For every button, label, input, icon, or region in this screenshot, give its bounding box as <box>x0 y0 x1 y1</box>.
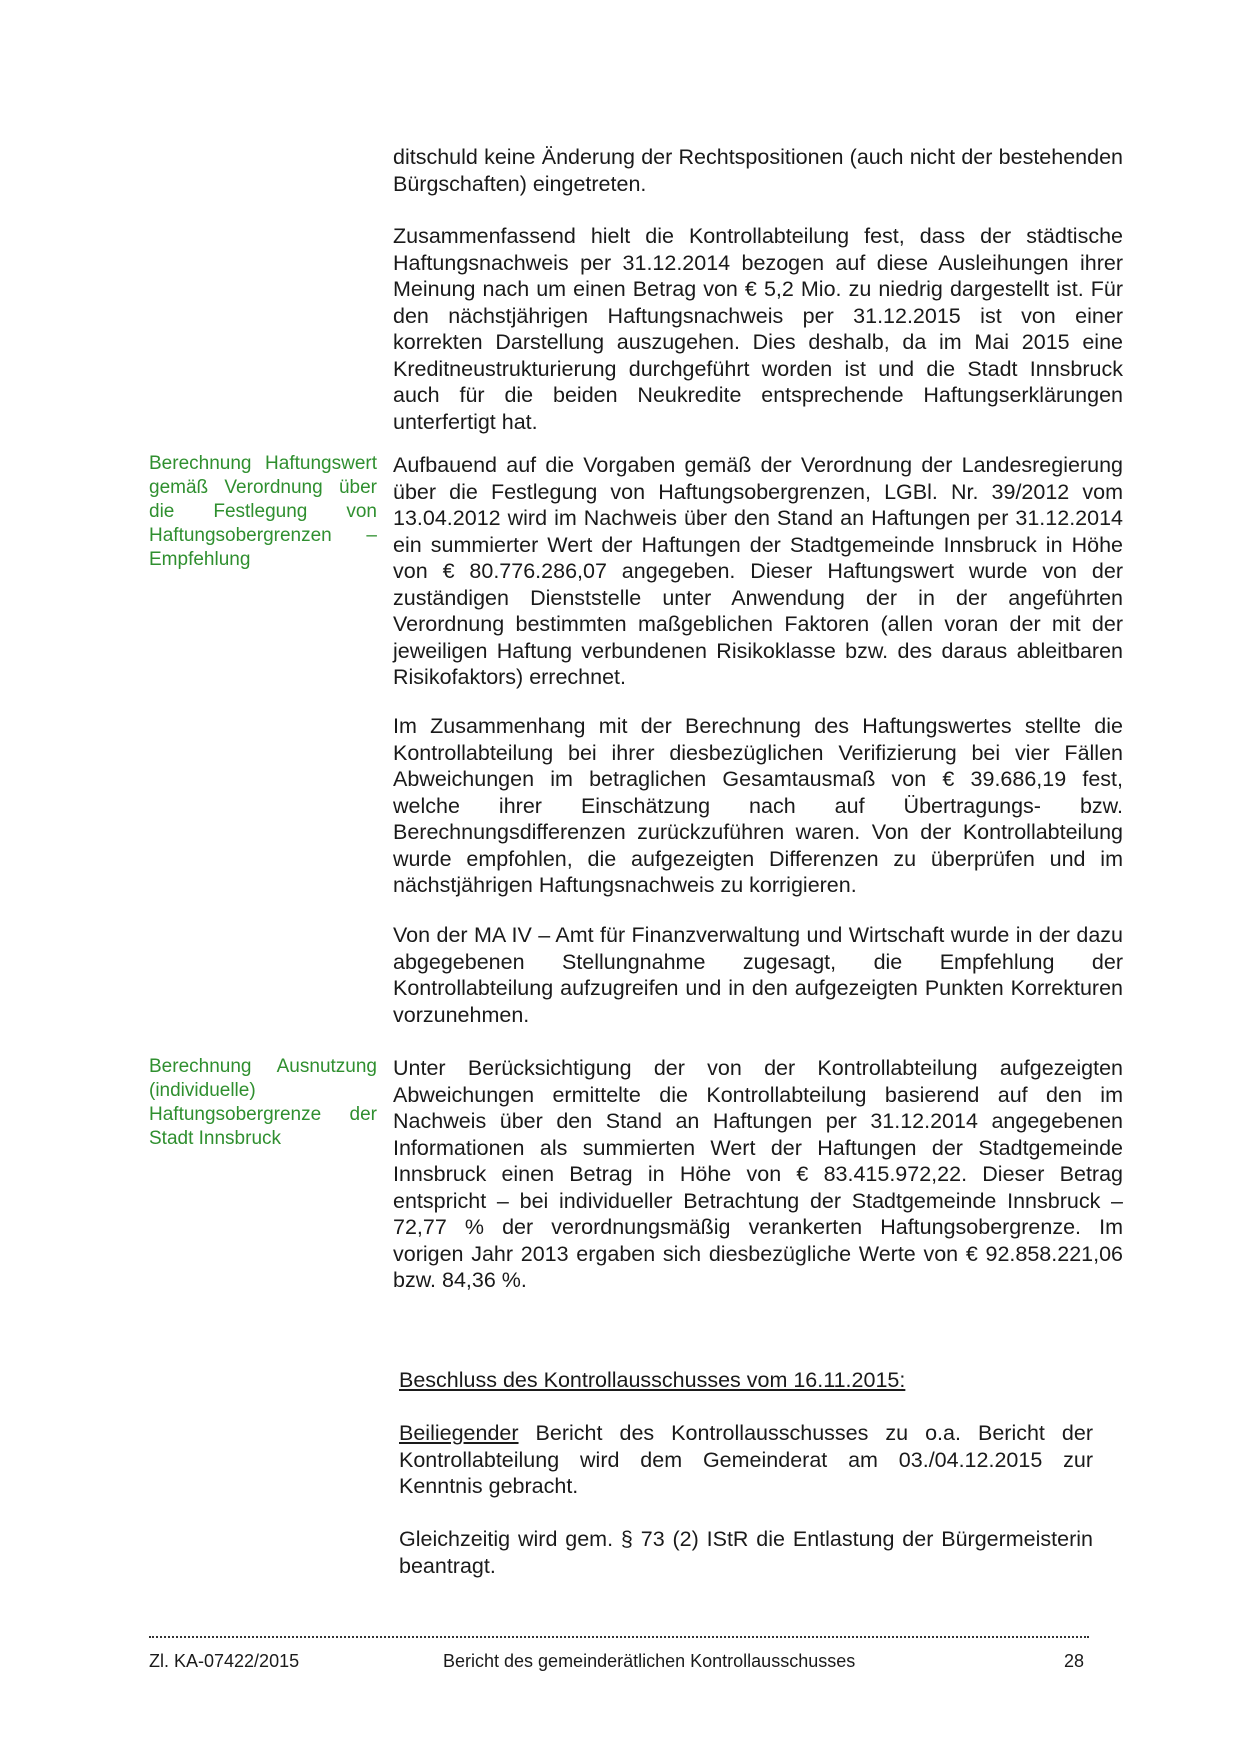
paragraph-ausnutzung: Unter Berücksichtigung der von der Kontrollabteilung aufgezeigten Abweichungen ermittelte die Kontrollabteilung basierend auf den im Nachweis über den Stand an Haftungen per 31.12.2014 angegebenen Informationen als summierten Wert der Haftungen der Stadtgemeinde Innsbruck einen Betrag in Höhe von € 83.415.972,22. Dieser Betrag entspricht – bei individueller Betrachtung der Stadtgemeinde Innsbruck – 72,77 % der verordnungsmäßig verankerten Haftungsobergrenze. Im vorigen Jahr 2013 ergaben sich diesbezügliche Werte von € 92.858.221,06 bzw. 84,36 %. <box>393 1056 1123 1292</box>
paragraph-verification: Im Zusammenhang mit der Berechnung des Haftungswertes stellte die Kontrollabteilung bei ihrer diesbezüglichen Verifizierung bei vier Fällen Abweichungen im betraglichen Gesamtausmaß von € 39.686,19 fest, welche ihrer Einschätzung nach auf Übertragungs- bzw. Berechnungsdifferenzen zurückzuführen waren. Von der Kontrollabteilung wurde empfohlen, die aufgezeigten Differenzen zu überprüfen und im nächstjährigen Haftungsnachweis zu korrigieren. <box>393 714 1123 897</box>
paragraph-summary: Zusammenfassend hielt die Kontrollabteilung fest, dass der städtische Haftungsnachweis per 31.12.2014 bezogen auf diese Ausleihungen ihrer Meinung nach um einen Betrag von € 5,2 Mio. zu niedrig dargestellt ist. Für den nächstjährigen Haftungsnachweis per 31.12.2015 ist von einer korrekten Darstellung auszugehen. Dies deshalb, da im Mai 2015 eine Kreditneustrukturierung durchgeführt worden ist und die Stadt Innsbruck auch für die beiden Neukredite entsprechende Haftungserklärungen unterfertigt hat. <box>393 224 1123 434</box>
resolution-paragraph-1 <box>399 1420 1093 1500</box>
footer-divider <box>149 1636 1089 1638</box>
side-note-ausnutzung: Berechnung Ausnutzung (individuelle) Haftungsobergrenze der Stadt Innsbruck <box>149 1056 377 1149</box>
footer-title: Bericht des gemeinderätlichen Kontrollausschusses <box>443 1651 856 1671</box>
page-number: 28 <box>1064 1651 1085 1671</box>
resolution-lead-word: Beiliegender <box>399 1421 519 1445</box>
paragraph-haftungswert: Aufbauend auf die Vorgaben gemäß der Verordnung der Landesregierung über die Festlegung von Haftungsobergrenzen, LGBl. Nr. 39/2012 vom 13.04.2012 wird im Nachweis über den Stand an Haftungen per 31.12.2014 ein summierter Wert der Haftungen der Stadtgemeinde Innsbruck in Höhe von € 80.776.286,07 angegeben. Dieser Haftungswert wurde von der zuständigen Dienststelle unter Anwendung der in der angeführten Verordnung bestimmten maßgeblichen Faktoren (allen voran der mit der jeweiligen Haftung verbundenen Risikoklasse bzw. des daraus ableitbaren Risikofaktors) errechnet. <box>393 453 1123 689</box>
resolution-text: Bericht des Kontrollausschusses zu o.a. Bericht der Kontrollabteilung wird dem Gemeinderat am 03./04.12.2015 zur Kenntnis gebracht. <box>399 1421 1093 1498</box>
paragraph-statement: Von der MA IV – Amt für Finanzverwaltung und Wirtschaft wurde in der dazu abgegebenen Stellungnahme zugesagt, die Empfehlung der Kontrollabteilung aufzugreifen und in den aufgezeigten Punkten Korrekturen vorzunehmen. <box>393 923 1123 1027</box>
side-note-haftungswert: Berechnung Haftungswert gemäß Verordnung über die Festlegung von Haftungsobergrenzen – Empfehlung <box>149 453 377 570</box>
paragraph-continuation: ditschuld keine Änderung der Rechtspositionen (auch nicht der bestehenden Bürgschaften) eingetreten. <box>393 145 1123 196</box>
resolution-paragraph-2: Gleichzeitig wird gem. § 73 (2) IStR die Entlastung der Bürgermeisterin beantragt. <box>399 1527 1093 1578</box>
footer-reference: Zl. KA-07422/2015 <box>149 1651 300 1671</box>
resolution-heading: Beschluss des Kontrollausschusses vom 16.11.2015: <box>399 1368 906 1392</box>
